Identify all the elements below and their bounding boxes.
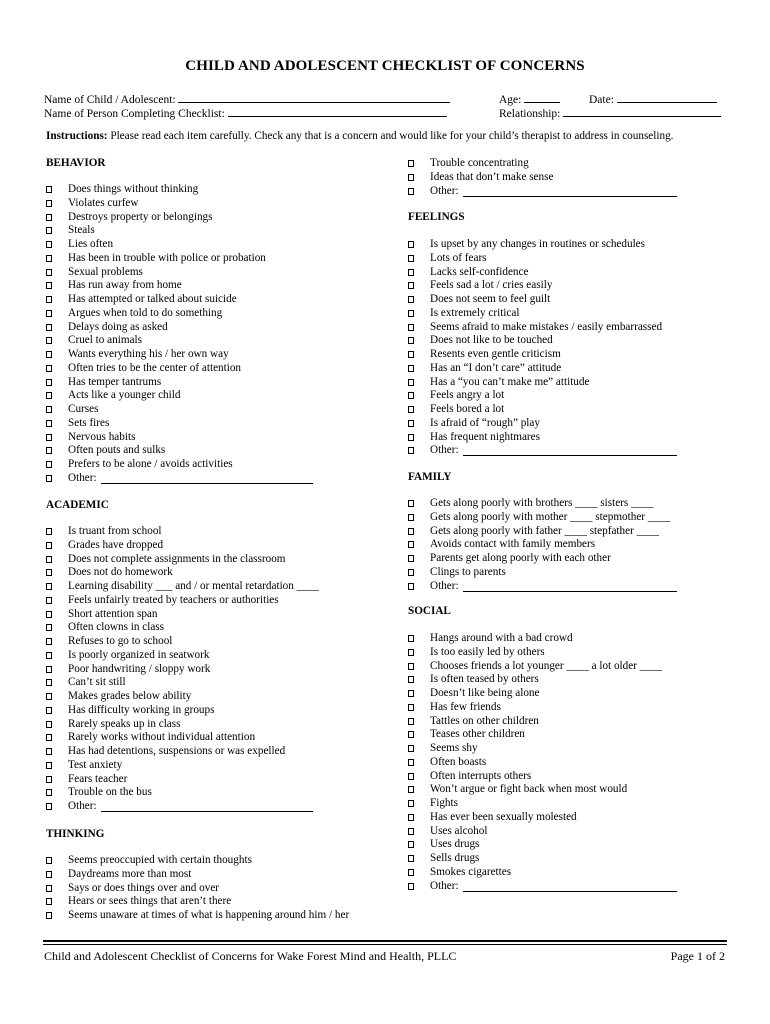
checkbox[interactable]: [46, 227, 52, 234]
checklist-item-label: Says or does things over and over: [68, 881, 220, 894]
checkbox[interactable]: [46, 734, 52, 741]
other-write-in-line[interactable]: [101, 473, 313, 484]
checklist-item-label: Avoids contact with family members: [430, 538, 596, 551]
checkbox[interactable]: [46, 885, 52, 892]
checkbox[interactable]: [46, 269, 52, 276]
section-heading-behavior: BEHAVIOR: [46, 157, 106, 169]
relationship-label: Relationship:: [499, 108, 561, 120]
page-number: Page 1 of 2: [670, 949, 725, 963]
date-line[interactable]: [617, 91, 717, 103]
completer-name-field[interactable]: [44, 105, 447, 121]
checklist-item-label: Daydreams more than most: [68, 867, 192, 880]
checklist-item-label: Refuses to go to school: [68, 635, 173, 647]
checkbox[interactable]: [46, 912, 52, 919]
checklist-item-label: Often clowns in class: [68, 621, 165, 634]
other-write-in-line[interactable]: [463, 881, 677, 892]
checkbox[interactable]: [408, 704, 414, 711]
checklist-item-label: Has frequent nightmares: [430, 430, 540, 443]
age-line[interactable]: [524, 91, 560, 103]
section-heading-family: FAMILY: [408, 471, 452, 483]
checklist-item-label: Is truant from school: [68, 525, 162, 537]
checklist-item-label: Other:: [430, 579, 459, 592]
checkbox[interactable]: [408, 635, 414, 642]
checkbox[interactable]: [408, 555, 414, 562]
checkbox[interactable]: [46, 255, 52, 262]
checklist-item-label: Curses: [68, 403, 99, 415]
checkbox[interactable]: [408, 406, 414, 413]
checklist-item-label: Can’t sit still: [68, 676, 126, 689]
checkbox[interactable]: [46, 597, 52, 604]
checkbox[interactable]: [46, 200, 52, 207]
checkbox[interactable]: [408, 434, 414, 441]
checklist-item-label: Other:: [430, 879, 459, 892]
completer-name-line[interactable]: [228, 105, 447, 117]
checkbox[interactable]: [408, 282, 414, 289]
checklist-item-label: Does not complete assignments in the classroom: [68, 552, 286, 565]
checklist-item-label: Sexual problems: [68, 265, 143, 278]
checkbox[interactable]: [408, 365, 414, 372]
child-name-label: Name of Child / Adolescent:: [44, 94, 176, 106]
checkbox[interactable]: [408, 324, 414, 331]
checklist-item-label: Sells drugs: [430, 852, 480, 864]
checkbox[interactable]: [46, 748, 52, 755]
checklist-item-label: Poor handwriting / sloppy work: [68, 662, 211, 675]
checklist-item-label: Won’t argue or fight back when most would: [430, 783, 628, 796]
checkbox[interactable]: [408, 174, 414, 181]
instructions-text: Please read each item carefully. Check any that is a concern and would like for your child’s therapist to address in counseling.: [110, 130, 674, 142]
checkbox[interactable]: [408, 379, 414, 386]
checklist-item-label: Has attempted or talked about suicide: [68, 293, 237, 305]
checklist-item-label: Seems preoccupied with certain thoughts: [68, 854, 252, 866]
checkbox[interactable]: [46, 379, 52, 386]
checklist-item-label: Has difficulty working in groups: [68, 703, 215, 716]
checklist-item-label: Makes grades below ability: [68, 690, 192, 702]
checkbox[interactable]: [46, 282, 52, 289]
checkbox[interactable]: [408, 514, 414, 521]
checkbox[interactable]: [408, 241, 414, 248]
checklist-item-label: Has few friends: [430, 700, 501, 713]
checklist-item-label: Destroys property or belongings: [68, 210, 213, 223]
checklist-item-label: Is too easily led by others: [430, 645, 545, 658]
checklist-item-label: Gets along poorly with father ____ stepfather ____: [430, 524, 659, 537]
checkbox[interactable]: [408, 500, 414, 507]
checkbox[interactable]: [46, 556, 52, 563]
checkbox[interactable]: [408, 800, 414, 807]
checkbox[interactable]: [408, 420, 414, 427]
checkbox[interactable]: [46, 324, 52, 331]
checkbox[interactable]: [46, 475, 52, 482]
checkbox[interactable]: [46, 296, 52, 303]
checkbox[interactable]: [408, 337, 414, 344]
checkbox[interactable]: [46, 392, 52, 399]
checkbox[interactable]: [408, 883, 414, 890]
checklist-item-label: Tattles on other children: [430, 714, 539, 727]
checklist-item-label: Trouble on the bus: [68, 786, 152, 799]
checkbox[interactable]: [46, 638, 52, 645]
checklist-item-label: Acts like a younger child: [68, 389, 181, 402]
checklist-item-label: Is upset by any changes in routines or schedules: [430, 238, 645, 250]
checkbox[interactable]: [408, 718, 414, 725]
checkbox[interactable]: [408, 569, 414, 576]
checkbox[interactable]: [46, 871, 52, 878]
checklist-item-label: Delays doing as asked: [68, 320, 168, 333]
checkbox[interactable]: [46, 898, 52, 905]
relationship-line[interactable]: [563, 105, 721, 117]
checklist-item-label: Has a “you can’t make me” attitude: [430, 375, 590, 388]
checklist-item-label: Often interrupts others: [430, 769, 532, 782]
checklist-item-label: Often tries to be the center of attention: [68, 361, 242, 374]
checkbox[interactable]: [408, 310, 414, 317]
checklist-item-label: Other:: [430, 444, 459, 457]
footer-text: Child and Adolescent Checklist of Concerns for Wake Forest Mind and Health, PLLC: [44, 949, 457, 963]
checklist-item-label: Other:: [68, 471, 97, 484]
checklist-item-label: Has run away from home: [68, 279, 182, 292]
checklist-item-label: Has ever been sexually molested: [430, 810, 577, 823]
checklist-item-label: Feels unfairly treated by teachers or authorities: [68, 593, 279, 606]
checkbox[interactable]: [46, 624, 52, 631]
checkbox[interactable]: [46, 789, 52, 796]
checkbox[interactable]: [408, 160, 414, 167]
section-heading-social: SOCIAL: [408, 605, 451, 617]
checklist-item-label: Prefers to be alone / avoids activities: [68, 458, 233, 470]
checkbox[interactable]: [46, 241, 52, 248]
checklist-item-label: Smokes cigarettes: [430, 865, 512, 878]
checklist-item-label: Has an “I don’t care” attitude: [430, 361, 562, 374]
checkbox[interactable]: [408, 269, 414, 276]
checkbox[interactable]: [46, 652, 52, 659]
checklist-item-label: Hangs around with a bad crowd: [430, 632, 573, 644]
checklist-item-label: Sets fires: [68, 416, 110, 429]
checkbox[interactable]: [46, 434, 52, 441]
checklist-item-label: Test anxiety: [68, 758, 123, 771]
checkbox[interactable]: [408, 731, 414, 738]
checkbox[interactable]: [408, 351, 414, 358]
checkbox[interactable]: [46, 693, 52, 700]
checklist-item-label: Is afraid of “rough” play: [430, 416, 540, 429]
checkbox[interactable]: [46, 679, 52, 686]
checklist-item-label: Seems unaware at times of what is happening around him / her: [68, 909, 350, 921]
checklist-item-label: Often pouts and sulks: [68, 444, 166, 457]
checklist-item-label: Violates curfew: [68, 196, 139, 209]
other-write-in-line[interactable]: [463, 581, 677, 592]
checklist-item-label: Is extremely critical: [430, 306, 520, 319]
checkbox[interactable]: [408, 255, 414, 262]
relationship-field[interactable]: [499, 105, 721, 121]
section-heading-academic: ACADEMIC: [46, 499, 109, 511]
age-label: Age:: [499, 94, 522, 106]
checklist-item-label: Nervous habits: [68, 430, 136, 443]
checklist-item-label: Wants everything his / her own way: [68, 348, 229, 360]
checkbox[interactable]: [408, 447, 414, 454]
checklist-item-label: Lacks self-confidence: [430, 265, 529, 278]
checkbox[interactable]: [46, 420, 52, 427]
checklist-item-label: Doesn’t like being alone: [430, 687, 540, 699]
checkbox[interactable]: [46, 214, 52, 221]
checklist-item-label: Does things without thinking: [68, 183, 199, 195]
checkbox[interactable]: [46, 186, 52, 193]
checkbox[interactable]: [46, 406, 52, 413]
checklist-item-label: Does not seem to feel guilt: [430, 293, 551, 305]
checklist-item-label: Is poorly organized in seatwork: [68, 648, 210, 661]
checklist-item-label: Seems afraid to make mistakes / easily embarrassed: [430, 320, 663, 333]
child-name-line[interactable]: [178, 91, 450, 103]
checkbox[interactable]: [46, 365, 52, 372]
checkbox[interactable]: [408, 690, 414, 697]
checkbox[interactable]: [46, 461, 52, 468]
checkbox[interactable]: [46, 857, 52, 864]
checkbox[interactable]: [46, 803, 52, 810]
other-write-in-line[interactable]: [463, 445, 677, 456]
checklist-item-label: Seems shy: [430, 742, 478, 754]
checkbox[interactable]: [408, 814, 414, 821]
checklist-item-label: Lots of fears: [430, 251, 487, 264]
checkbox[interactable]: [46, 762, 52, 769]
checklist-item-label: Is often teased by others: [430, 673, 539, 686]
checkbox[interactable]: [46, 666, 52, 673]
checkbox[interactable]: [46, 351, 52, 358]
checklist-item-label: Ideas that don’t make sense: [430, 170, 554, 183]
checklist-item-label: Hears or sees things that aren’t there: [68, 895, 232, 908]
checkbox[interactable]: [408, 663, 414, 670]
checklist-item-label: Other:: [68, 800, 97, 812]
checkbox[interactable]: [46, 310, 52, 317]
section-heading-thinking: THINKING: [46, 828, 105, 840]
checkbox[interactable]: [46, 337, 52, 344]
checkbox[interactable]: [408, 583, 414, 590]
checklist-item-label: Gets along poorly with mother ____ stepmother ____: [430, 510, 671, 523]
checklist-item-label: Learning disability ___ and / or mental retardation ____: [68, 580, 320, 592]
checklist-item-label: Resents even gentle criticism: [430, 348, 561, 360]
checkbox[interactable]: [408, 786, 414, 793]
checkbox[interactable]: [408, 649, 414, 656]
checkbox[interactable]: [408, 841, 414, 848]
checklist-item-label: Feels angry a lot: [430, 389, 505, 402]
instructions-label: Instructions:: [46, 130, 108, 142]
checkbox[interactable]: [46, 721, 52, 728]
checkbox[interactable]: [46, 542, 52, 549]
checklist-item-label: Fears teacher: [68, 772, 128, 785]
checkbox[interactable]: [46, 583, 52, 590]
instructions: [46, 130, 673, 142]
checklist-item-label: Often boasts: [430, 755, 487, 768]
checklist-item-label: Fights: [430, 797, 458, 809]
completer-name-label: Name of Person Completing Checklist:: [44, 108, 225, 120]
checklist-item-label: Feels bored a lot: [430, 403, 505, 415]
date-label: Date:: [589, 94, 614, 106]
checkbox[interactable]: [408, 828, 414, 835]
checklist-item-label: Cruel to animals: [68, 334, 142, 347]
checklist-item-label: Uses alcohol: [430, 824, 488, 837]
checklist-item-label: Lies often: [68, 238, 114, 250]
checklist-item-label: Other:: [430, 184, 459, 197]
checkbox[interactable]: [408, 745, 414, 752]
checklist-item-label: Does not like to be touched: [430, 334, 553, 347]
checklist-item-label: Teases other children: [430, 728, 525, 741]
other-write-in-line[interactable]: [101, 801, 313, 812]
checklist-item-label: Feels sad a lot / cries easily: [430, 279, 553, 292]
checklist-item-label: Short attention span: [68, 607, 158, 620]
checklist-item-label: Clings to parents: [430, 565, 506, 578]
checklist-item-label: Chooses friends a lot younger ____ a lot older ____: [430, 659, 663, 672]
checklist-item-label: Has been in trouble with police or probation: [68, 251, 266, 264]
checklist-item-label: Trouble concentrating: [430, 157, 529, 169]
checkbox[interactable]: [46, 447, 52, 454]
checklist-item-label: Has temper tantrums: [68, 375, 162, 388]
checkbox[interactable]: [408, 855, 414, 862]
checkbox[interactable]: [408, 869, 414, 876]
checkbox[interactable]: [408, 528, 414, 535]
section-heading-feelings: FEELINGS: [408, 211, 465, 223]
checkbox[interactable]: [408, 759, 414, 766]
checkbox[interactable]: [408, 676, 414, 683]
checklist-item-label: Does not do homework: [68, 566, 173, 579]
checklist-item-label: Rarely works without individual attention: [68, 731, 256, 744]
checklist-item-label: Parents get along poorly with each other: [430, 552, 611, 564]
checkbox[interactable]: [408, 541, 414, 548]
checklist-item-label: Grades have dropped: [68, 538, 164, 551]
checklist-item-label: Argues when told to do something: [68, 306, 223, 319]
checkbox[interactable]: [46, 528, 52, 535]
footer-rule-thin: [43, 944, 727, 945]
checkbox[interactable]: [408, 188, 414, 195]
checkbox[interactable]: [46, 776, 52, 783]
other-write-in-line[interactable]: [463, 186, 677, 197]
checklist-item-label: Has had detentions, suspensions or was expelled: [68, 745, 286, 757]
page-title: CHILD AND ADOLESCENT CHECKLIST OF CONCERNS: [185, 58, 585, 74]
footer-rule: [43, 940, 727, 942]
checkbox[interactable]: [408, 773, 414, 780]
checklist-item-label: Uses drugs: [430, 838, 480, 851]
checkbox[interactable]: [46, 707, 52, 714]
checkbox[interactable]: [408, 296, 414, 303]
checklist-item-label: Rarely speaks up in class: [68, 717, 181, 730]
checkbox[interactable]: [46, 611, 52, 618]
checklist-item-label: Steals: [68, 224, 95, 237]
checkbox[interactable]: [408, 392, 414, 399]
checklist-item-label: Gets along poorly with brothers ____ sisters ____: [430, 497, 654, 509]
checkbox[interactable]: [46, 569, 52, 576]
